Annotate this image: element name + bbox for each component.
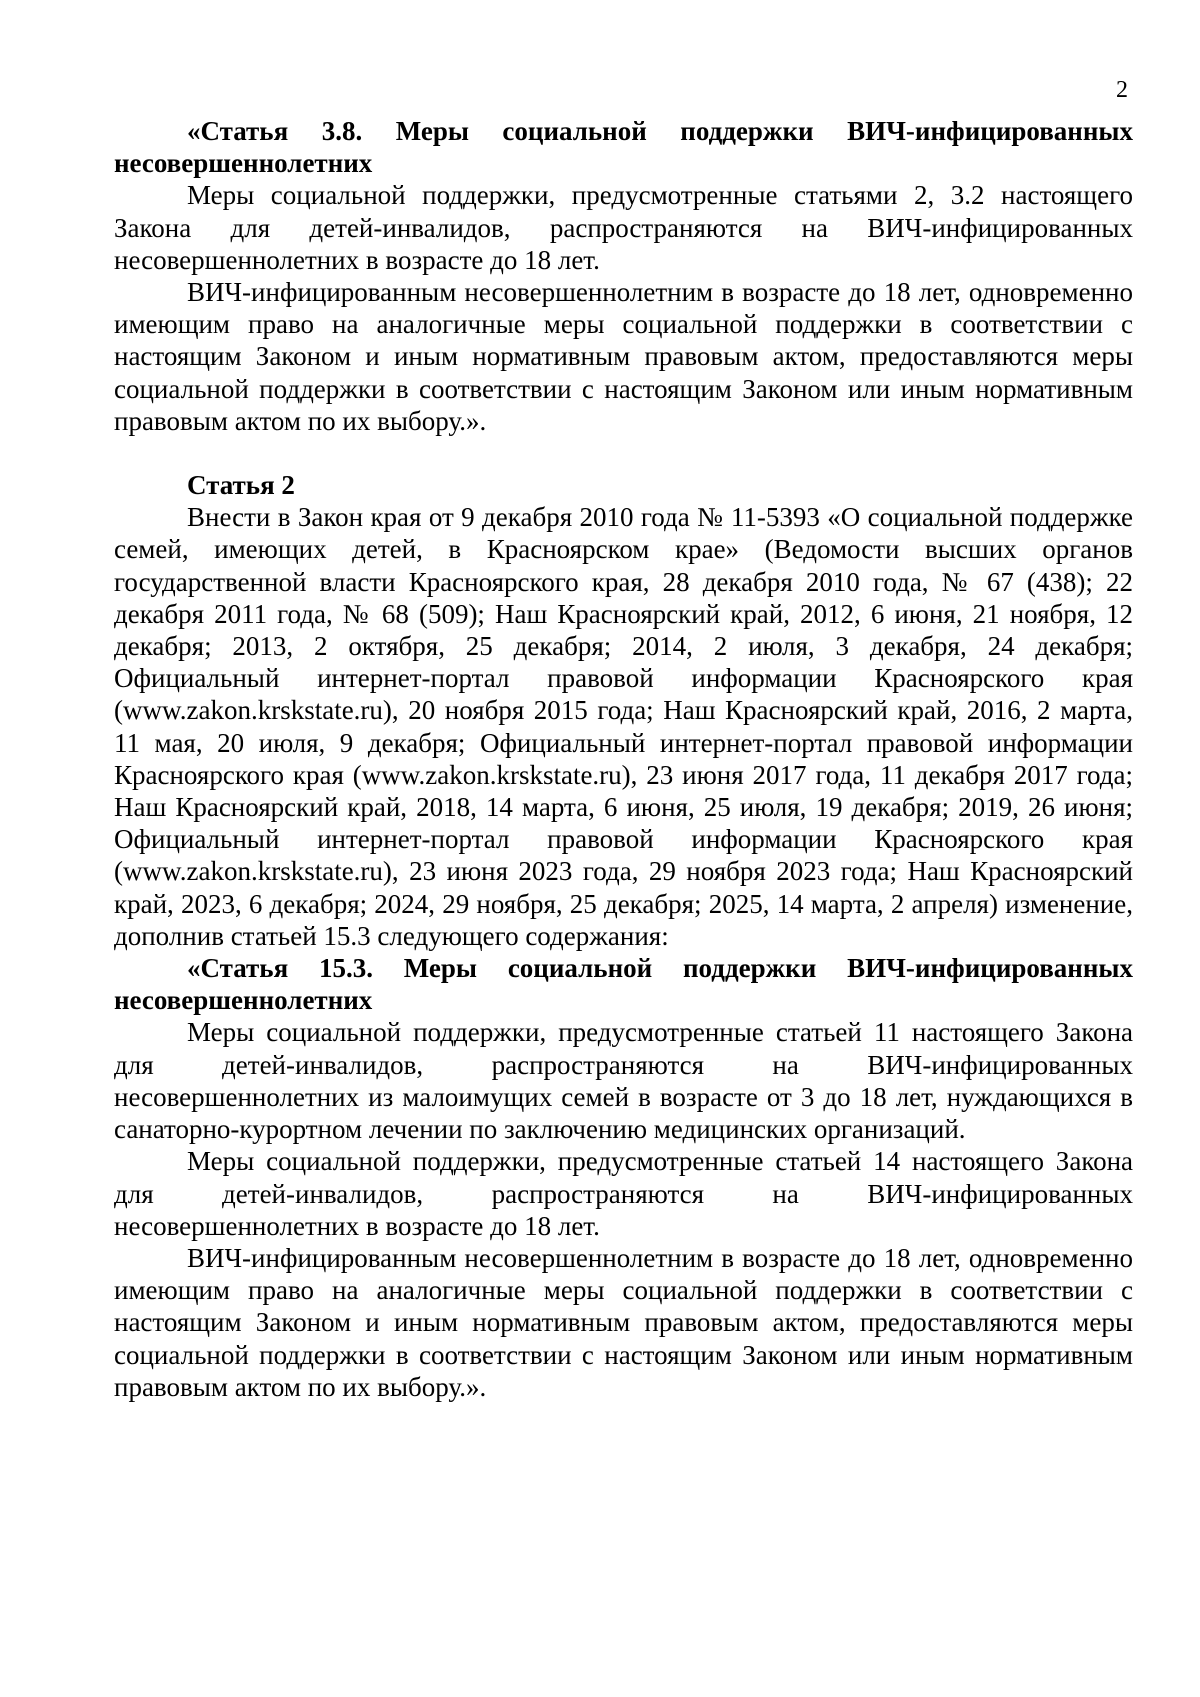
article-15-3-paragraph-3: ВИЧ-инфицированным несовершеннолетним в возрасте до 18 лет, одновременно имеющим право на аналогичные меры социальной поддержки в соответствии с настоящим Законом и иным нормативным правовым актом, предоставляются меры социальной поддержки в соответствии с настоящим Законом или иным нормативным правовым актом по их выбору.».	[114, 1242, 1133, 1402]
article-2-paragraph: Внести в Закон края от 9 декабря 2010 года № 11-5393 «О социальной поддержке семей, имеющих детей, в Красноярском крае» (Ведомости высших органов государственной власти Красноярского края, 28 декабря 2010 года, № 67 (438); 22 декабря 2011 года, № 68 (509); Наш Красноярский край, 2012, 6 июня, 21 ноября, 12 декабря; 2013, 2 октября, 25 декабря; 2014, 2 июля, 3 декабря, 24 декабря; Официальный интернет-портал правовой информации Красноярского края (www.zakon.krskstate.ru), 20 ноября 2015 года; Наш Красноярский край, 2016, 2 марта, 11 мая, 20 июля, 9 декабря; Официальный интернет-портал правовой информации Красноярского края (www.zakon.krskstate.ru), 23 июня 2017 года, 11 декабря 2017 года; Наш Красноярский край, 2018, 14 марта, 6 июня, 25 июля, 19 декабря; 2019, 26 июня; Официальный интернет-портал правовой информации Красноярского края (www.zakon.krskstate.ru), 23 июня 2023 года, 29 ноября 2023 года; Наш Красноярский край, 2023, 6 декабря; 2024, 29 ноября, 25 декабря; 2025, 14 марта, 2 апреля) изменение, дополнив статьей 15.3 следующего содержания:	[114, 502, 1133, 951]
article-15-3-paragraph-1: Меры социальной поддержки, предусмотренные статьей 11 настоящего Закона для детей-инвалидов, распространяются на ВИЧ-инфицированных несовершеннолетних из малоимущих семей в возрасте от 3 до 18 лет, нуждающихся в санаторно-курортном лечении по заключению медицинских организаций.	[114, 1017, 1133, 1145]
article-3-8-heading: «Статья 3.8. Меры социальной поддержки ВИЧ-инфицированных несовершеннолетних	[114, 116, 1133, 179]
article-15-3-heading: «Статья 15.3. Меры социальной поддержки ВИЧ-инфицированных несовершеннолетних	[114, 953, 1133, 1016]
document-body	[114, 115, 1133, 1403]
article-3-8-paragraph-2: ВИЧ-инфицированным несовершеннолетним в возрасте до 18 лет, одновременно имеющим право на аналогичные меры социальной поддержки в соответствии с настоящим Законом и иным нормативным правовым актом, предоставляются меры социальной поддержки в соответствии с настоящим Законом или иным нормативным правовым актом по их выбору.».	[114, 277, 1133, 436]
article-3-8-paragraph-1: Меры социальной поддержки, предусмотренные статьями 2, 3.2 настоящего Закона для детей-инвалидов, распространяются на ВИЧ-инфицированных несовершеннолетних в возрасте до 18 лет.	[114, 180, 1133, 275]
article-2-heading: Статья 2	[187, 470, 295, 501]
page-number: 2	[1116, 77, 1128, 103]
article-15-3-paragraph-2: Меры социальной поддержки, предусмотренные статьей 14 настоящего Закона для детей-инвалидов, распространяются на ВИЧ-инфицированных несовершеннолетних в возрасте до 18 лет.	[114, 1146, 1133, 1241]
section-spacer	[114, 437, 1133, 469]
